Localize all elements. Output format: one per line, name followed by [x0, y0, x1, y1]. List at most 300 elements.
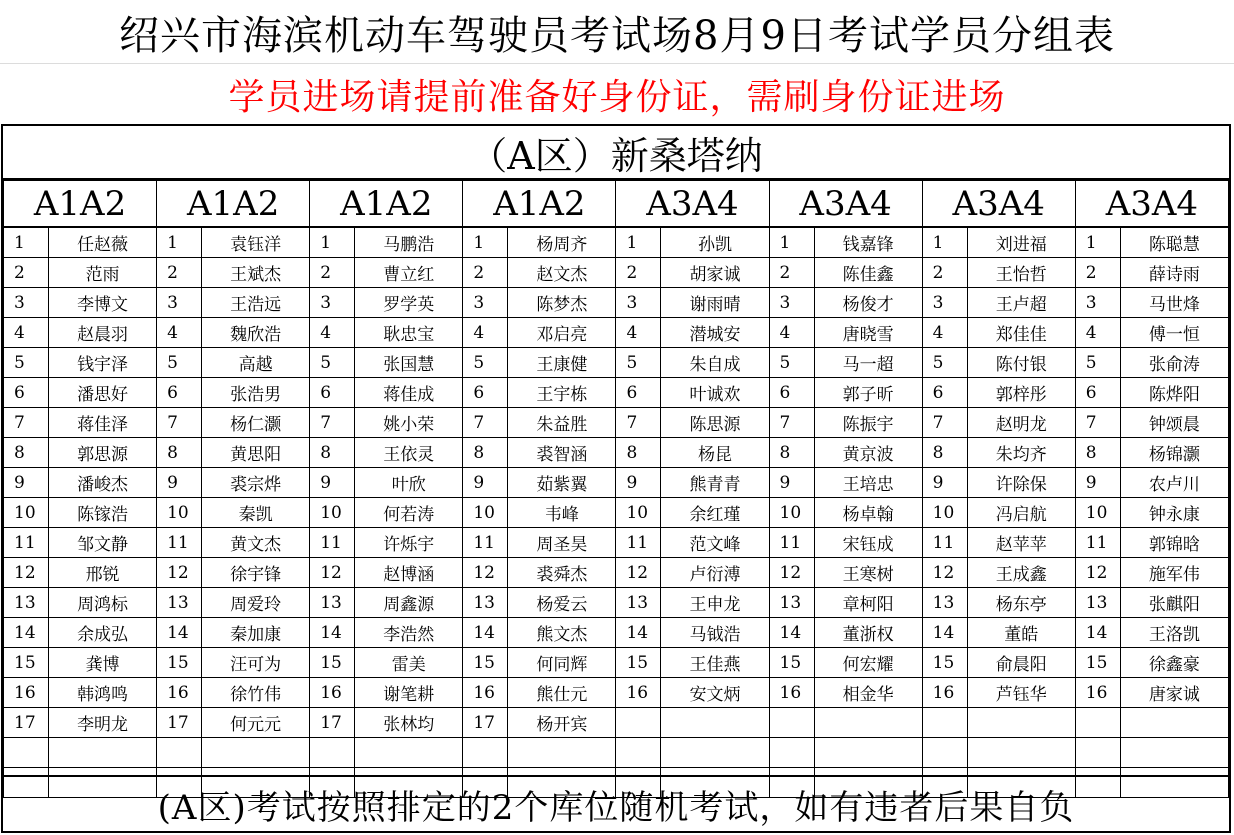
student-name: 李浩然 [355, 618, 463, 648]
group-header: A1A2 [463, 181, 616, 228]
seat-number: 6 [463, 378, 508, 408]
student-name: 赵明龙 [967, 408, 1075, 438]
seat-number: 5 [1075, 348, 1120, 378]
student-name: 王依灵 [355, 438, 463, 468]
student-name: 俞晨阳 [967, 648, 1075, 678]
student-name: 农卢川 [1120, 468, 1228, 498]
student-name: 蒋佳泽 [49, 408, 157, 438]
seat-number: 13 [157, 588, 202, 618]
student-name: 傅一恒 [1120, 318, 1228, 348]
seat-number: 4 [922, 318, 967, 348]
student-name: 陈镓浩 [49, 498, 157, 528]
student-name: 陈烨阳 [1120, 378, 1228, 408]
seat-number: 6 [310, 378, 355, 408]
seat-number: 11 [157, 528, 202, 558]
student-name: 邓启亮 [508, 318, 616, 348]
student-name: 陈梦杰 [508, 288, 616, 318]
table-row [4, 738, 1229, 768]
student-name: 杨开宾 [508, 708, 616, 738]
seat-number: 10 [769, 498, 814, 528]
student-name: 张林均 [355, 708, 463, 738]
seat-number: 11 [769, 528, 814, 558]
student-name: 陈振宇 [814, 408, 922, 438]
seat-number: 12 [157, 558, 202, 588]
student-name: 施军伟 [1120, 558, 1228, 588]
student-name: 黄文杰 [202, 528, 310, 558]
table-row [4, 678, 1229, 708]
student-name: 韦峰 [508, 498, 616, 528]
seat-number: 9 [4, 468, 49, 498]
seat-number [922, 738, 967, 768]
seat-number: 14 [157, 618, 202, 648]
student-name: 董皓 [967, 618, 1075, 648]
student-name: 何若涛 [355, 498, 463, 528]
student-name: 周圣昊 [508, 528, 616, 558]
zone-heading: （A区）新桑塔纳 [3, 126, 1229, 180]
student-name: 黄京波 [814, 438, 922, 468]
seat-number: 10 [922, 498, 967, 528]
seat-number: 13 [769, 588, 814, 618]
seat-number: 6 [1075, 378, 1120, 408]
seat-number: 3 [463, 288, 508, 318]
table-row [4, 378, 1229, 408]
student-name: 马世烽 [1120, 288, 1228, 318]
seat-number: 12 [310, 558, 355, 588]
student-name: 王卢超 [967, 288, 1075, 318]
seat-number: 3 [1075, 288, 1120, 318]
page-title: 绍兴市海滨机动车驾驶员考试场8月9日考试学员分组表 [0, 0, 1234, 64]
seat-number: 8 [616, 438, 661, 468]
student-name: 马一超 [814, 348, 922, 378]
student-name: 茹紫翼 [508, 468, 616, 498]
student-name: 赵博涵 [355, 558, 463, 588]
seat-number: 17 [157, 708, 202, 738]
seat-number: 16 [157, 678, 202, 708]
seat-number: 1 [922, 227, 967, 258]
student-name: 郭锦晗 [1120, 528, 1228, 558]
seat-number: 12 [922, 558, 967, 588]
student-name: 姚小荣 [355, 408, 463, 438]
seat-number: 3 [769, 288, 814, 318]
student-name: 罗学英 [355, 288, 463, 318]
seat-number: 8 [310, 438, 355, 468]
student-name: 余成弘 [49, 618, 157, 648]
student-name [661, 738, 769, 768]
seat-number: 7 [616, 408, 661, 438]
student-name: 潜城安 [661, 318, 769, 348]
student-name: 杨锦灏 [1120, 438, 1228, 468]
student-name [967, 708, 1075, 738]
student-name: 杨卓翰 [814, 498, 922, 528]
seat-number: 13 [310, 588, 355, 618]
seat-number: 4 [157, 318, 202, 348]
seat-number: 16 [310, 678, 355, 708]
table-row [4, 558, 1229, 588]
student-name: 蒋佳成 [355, 378, 463, 408]
student-name: 张俞涛 [1120, 348, 1228, 378]
table-row [4, 468, 1229, 498]
exam-rule-footer: (A区)考试按照排定的2个库位随机考试，如有违者后果自负 [3, 775, 1229, 831]
seat-number [769, 738, 814, 768]
student-name: 裘智涵 [508, 438, 616, 468]
seat-number: 15 [157, 648, 202, 678]
student-name: 王斌杰 [202, 258, 310, 288]
student-name: 安文炳 [661, 678, 769, 708]
seat-number: 13 [1075, 588, 1120, 618]
seat-number: 1 [1075, 227, 1120, 258]
student-name: 王怡哲 [967, 258, 1075, 288]
student-name: 何元元 [202, 708, 310, 738]
student-name: 耿忠宝 [355, 318, 463, 348]
student-name [508, 738, 616, 768]
student-name [1120, 738, 1228, 768]
student-name: 邹文静 [49, 528, 157, 558]
seat-number: 12 [1075, 558, 1120, 588]
student-name: 熊文杰 [508, 618, 616, 648]
seat-number: 7 [310, 408, 355, 438]
student-name: 王申龙 [661, 588, 769, 618]
seat-number: 8 [922, 438, 967, 468]
seat-number: 5 [769, 348, 814, 378]
student-name: 范雨 [49, 258, 157, 288]
groups-table [3, 180, 1229, 798]
table-row [4, 318, 1229, 348]
seat-number: 1 [310, 227, 355, 258]
seat-number: 2 [769, 258, 814, 288]
seat-number: 12 [4, 558, 49, 588]
student-name: 王寒树 [814, 558, 922, 588]
group-header: A3A4 [616, 181, 769, 228]
student-name: 赵晨羽 [49, 318, 157, 348]
student-name: 孙凯 [661, 227, 769, 258]
student-name: 熊青青 [661, 468, 769, 498]
seat-number: 4 [4, 318, 49, 348]
seat-number: 9 [310, 468, 355, 498]
seat-number: 2 [616, 258, 661, 288]
student-name [967, 738, 1075, 768]
seat-number: 9 [769, 468, 814, 498]
seat-number [310, 738, 355, 768]
student-name: 钱宇泽 [49, 348, 157, 378]
seat-number: 5 [922, 348, 967, 378]
seat-number: 6 [769, 378, 814, 408]
seat-number: 8 [1075, 438, 1120, 468]
student-name: 曹立红 [355, 258, 463, 288]
seat-number [616, 708, 661, 738]
seat-number [4, 738, 49, 768]
seat-number: 5 [4, 348, 49, 378]
entry-notice: 学员进场请提前准备好身份证，需刷身份证进场 [228, 76, 1006, 118]
groups-grid [3, 180, 1229, 798]
seat-number: 16 [922, 678, 967, 708]
student-name: 郭子昕 [814, 378, 922, 408]
seat-number: 10 [310, 498, 355, 528]
seat-number: 2 [310, 258, 355, 288]
seat-number: 14 [616, 618, 661, 648]
student-name: 周爱玲 [202, 588, 310, 618]
seat-number [769, 708, 814, 738]
seat-number: 5 [463, 348, 508, 378]
student-name: 杨俊才 [814, 288, 922, 318]
student-name: 何宏耀 [814, 648, 922, 678]
group-header: A1A2 [4, 181, 157, 228]
student-name: 郭梓彤 [967, 378, 1075, 408]
student-name [355, 738, 463, 768]
student-name: 陈佳鑫 [814, 258, 922, 288]
student-name [1120, 708, 1228, 738]
student-name: 潘峻杰 [49, 468, 157, 498]
group-header: A1A2 [157, 181, 310, 228]
seat-number: 17 [310, 708, 355, 738]
seat-number: 6 [922, 378, 967, 408]
seat-number: 12 [463, 558, 508, 588]
seat-number [463, 738, 508, 768]
seat-number: 9 [1075, 468, 1120, 498]
seat-number: 10 [4, 498, 49, 528]
seat-number: 13 [4, 588, 49, 618]
student-name: 杨昆 [661, 438, 769, 468]
student-name: 王成鑫 [967, 558, 1075, 588]
student-name: 王洛凯 [1120, 618, 1228, 648]
student-name: 杨东亭 [967, 588, 1075, 618]
seat-number: 14 [769, 618, 814, 648]
seat-number: 1 [157, 227, 202, 258]
seat-number: 11 [463, 528, 508, 558]
student-name: 雷美 [355, 648, 463, 678]
seat-number: 11 [1075, 528, 1120, 558]
seat-number: 15 [463, 648, 508, 678]
group-header: A1A2 [310, 181, 463, 228]
seat-number: 6 [157, 378, 202, 408]
seat-number: 15 [922, 648, 967, 678]
seat-number: 3 [310, 288, 355, 318]
student-name: 范文峰 [661, 528, 769, 558]
seat-number: 8 [463, 438, 508, 468]
seat-number [1075, 708, 1120, 738]
student-name: 许除保 [967, 468, 1075, 498]
student-name: 徐宇锋 [202, 558, 310, 588]
seat-number: 7 [157, 408, 202, 438]
seat-number [157, 738, 202, 768]
seat-number: 10 [616, 498, 661, 528]
seat-number: 5 [616, 348, 661, 378]
seat-number: 4 [463, 318, 508, 348]
seat-number: 6 [4, 378, 49, 408]
seat-number: 16 [4, 678, 49, 708]
student-name: 钟永康 [1120, 498, 1228, 528]
student-name: 龚博 [49, 648, 157, 678]
student-name [661, 708, 769, 738]
table-row [4, 618, 1229, 648]
seat-number: 3 [922, 288, 967, 318]
table-row [4, 648, 1229, 678]
seat-number: 16 [769, 678, 814, 708]
seat-number: 5 [310, 348, 355, 378]
seat-number: 5 [157, 348, 202, 378]
seat-number: 7 [4, 408, 49, 438]
seat-number: 17 [463, 708, 508, 738]
seat-number: 15 [616, 648, 661, 678]
student-name: 唐晓雪 [814, 318, 922, 348]
seat-number: 12 [769, 558, 814, 588]
seat-number [1075, 738, 1120, 768]
student-name [814, 708, 922, 738]
seat-number: 7 [922, 408, 967, 438]
seat-number: 3 [157, 288, 202, 318]
seat-number: 17 [4, 708, 49, 738]
student-name: 王康健 [508, 348, 616, 378]
seat-number: 3 [616, 288, 661, 318]
seat-number: 4 [310, 318, 355, 348]
student-name: 陈付银 [967, 348, 1075, 378]
student-name: 卢衍溥 [661, 558, 769, 588]
student-name: 裘宗烨 [202, 468, 310, 498]
student-name: 赵文杰 [508, 258, 616, 288]
student-name: 芦钰华 [967, 678, 1075, 708]
seat-number: 1 [616, 227, 661, 258]
student-name: 叶诚欢 [661, 378, 769, 408]
student-name: 冯启航 [967, 498, 1075, 528]
group-header: A3A4 [922, 181, 1075, 228]
student-name: 徐竹伟 [202, 678, 310, 708]
table-row [4, 408, 1229, 438]
table-row [4, 288, 1229, 318]
seat-number: 9 [157, 468, 202, 498]
student-name: 张浩男 [202, 378, 310, 408]
student-name: 杨周齐 [508, 227, 616, 258]
table-row [4, 708, 1229, 738]
group-sheet [1, 124, 1231, 833]
seat-number: 2 [922, 258, 967, 288]
seat-number: 6 [616, 378, 661, 408]
student-name: 朱自成 [661, 348, 769, 378]
seat-number: 13 [616, 588, 661, 618]
student-name: 谢笔耕 [355, 678, 463, 708]
student-name: 董浙权 [814, 618, 922, 648]
student-name: 杨爱云 [508, 588, 616, 618]
student-name: 许烁宇 [355, 528, 463, 558]
student-name: 邢锐 [49, 558, 157, 588]
seat-number: 13 [463, 588, 508, 618]
student-name: 朱益胜 [508, 408, 616, 438]
student-name: 汪可为 [202, 648, 310, 678]
student-name: 徐鑫豪 [1120, 648, 1228, 678]
seat-number: 2 [157, 258, 202, 288]
seat-number: 16 [463, 678, 508, 708]
seat-number: 7 [1075, 408, 1120, 438]
student-name: 钱嘉锋 [814, 227, 922, 258]
group-header: A3A4 [1075, 181, 1228, 228]
student-name: 袁钰洋 [202, 227, 310, 258]
table-row [4, 498, 1229, 528]
group-header-row [4, 181, 1229, 228]
student-name: 马钺浩 [661, 618, 769, 648]
seat-number: 9 [616, 468, 661, 498]
seat-number: 4 [1075, 318, 1120, 348]
seat-number: 9 [463, 468, 508, 498]
student-name: 马鹏浩 [355, 227, 463, 258]
student-name: 韩鸿鸣 [49, 678, 157, 708]
seat-number: 4 [616, 318, 661, 348]
student-name [49, 738, 157, 768]
seat-number: 14 [4, 618, 49, 648]
student-name: 叶欣 [355, 468, 463, 498]
seat-number: 11 [310, 528, 355, 558]
seat-number: 1 [4, 227, 49, 258]
student-name [202, 738, 310, 768]
student-name: 章柯阳 [814, 588, 922, 618]
student-name: 薛诗雨 [1120, 258, 1228, 288]
student-name: 任赵薇 [49, 227, 157, 258]
seat-number: 11 [616, 528, 661, 558]
student-name: 秦加康 [202, 618, 310, 648]
student-name: 周鸿标 [49, 588, 157, 618]
seat-number: 14 [1075, 618, 1120, 648]
seat-number: 15 [769, 648, 814, 678]
student-name: 张麒阳 [1120, 588, 1228, 618]
student-name: 陈思源 [661, 408, 769, 438]
group-header: A3A4 [769, 181, 922, 228]
student-name: 王培忠 [814, 468, 922, 498]
student-name: 李博文 [49, 288, 157, 318]
seat-number: 16 [1075, 678, 1120, 708]
seat-number [616, 738, 661, 768]
table-row [4, 348, 1229, 378]
student-name: 裘舜杰 [508, 558, 616, 588]
seat-number: 14 [310, 618, 355, 648]
seat-number: 7 [769, 408, 814, 438]
seat-number: 1 [463, 227, 508, 258]
student-name: 黄思阳 [202, 438, 310, 468]
student-name: 李明龙 [49, 708, 157, 738]
seat-number: 2 [1075, 258, 1120, 288]
seat-number: 14 [922, 618, 967, 648]
seat-number: 8 [769, 438, 814, 468]
student-name: 王宇栋 [508, 378, 616, 408]
seat-number: 3 [4, 288, 49, 318]
student-name: 高越 [202, 348, 310, 378]
student-name: 张国慧 [355, 348, 463, 378]
student-name: 郭思源 [49, 438, 157, 468]
seat-number: 13 [922, 588, 967, 618]
student-name: 刘进福 [967, 227, 1075, 258]
student-name: 陈聪慧 [1120, 227, 1228, 258]
table-row [4, 258, 1229, 288]
student-name [814, 738, 922, 768]
table-row [4, 227, 1229, 258]
student-name: 唐家诚 [1120, 678, 1228, 708]
table-row [4, 588, 1229, 618]
student-name: 相金华 [814, 678, 922, 708]
seat-number: 10 [463, 498, 508, 528]
seat-number: 15 [1075, 648, 1120, 678]
student-name: 潘思好 [49, 378, 157, 408]
student-name: 胡家诚 [661, 258, 769, 288]
seat-number: 11 [922, 528, 967, 558]
seat-number: 16 [616, 678, 661, 708]
seat-number: 12 [616, 558, 661, 588]
seat-number: 8 [4, 438, 49, 468]
student-name: 何同辉 [508, 648, 616, 678]
seat-number: 15 [310, 648, 355, 678]
seat-number: 8 [157, 438, 202, 468]
student-name: 周鑫源 [355, 588, 463, 618]
student-name: 熊仕元 [508, 678, 616, 708]
seat-number: 11 [4, 528, 49, 558]
student-name: 谢雨晴 [661, 288, 769, 318]
seat-number [922, 708, 967, 738]
seat-number: 2 [4, 258, 49, 288]
